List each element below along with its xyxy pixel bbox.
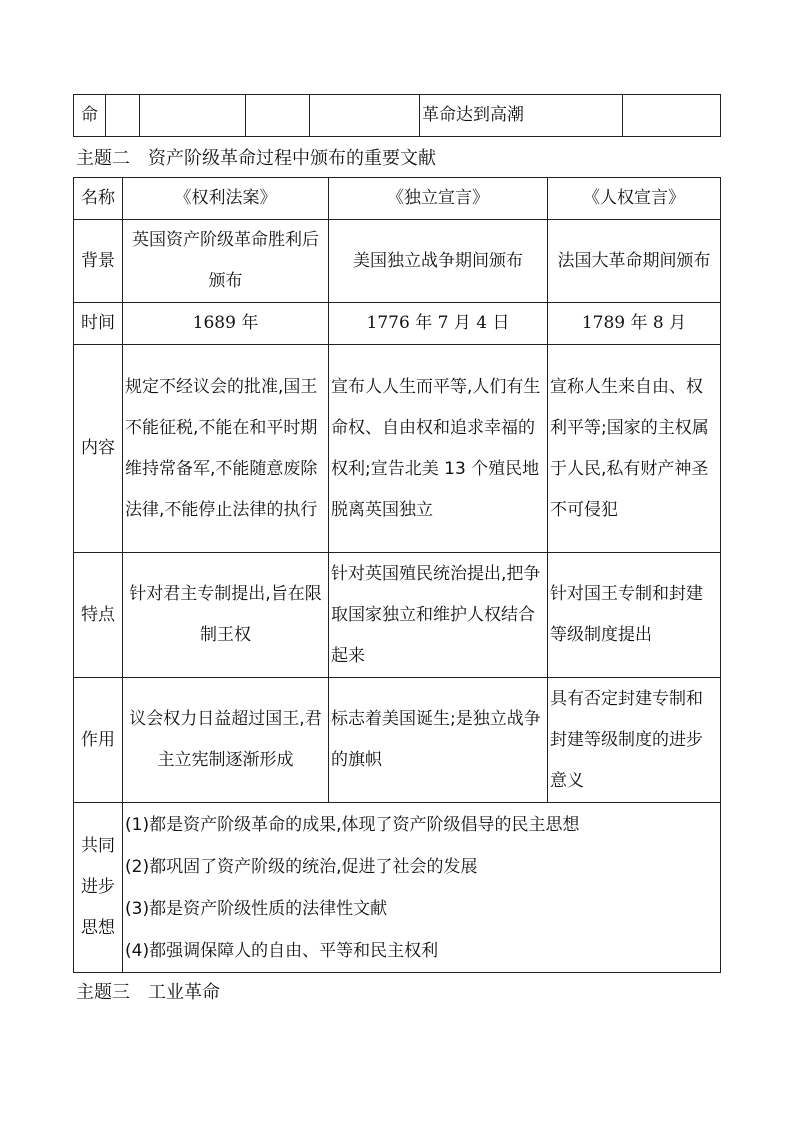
table-cell (106, 95, 140, 137)
table-cell: 具有否定封建专制和封建等级制度的进步意义 (548, 678, 721, 803)
section-heading: 主题三 工业革命 (76, 982, 220, 1003)
table-row (74, 303, 721, 345)
row-label: 时间 (74, 303, 123, 345)
list-item: (4)都强调保障人的自由、平等和民主权利 (125, 941, 439, 961)
table-row (74, 95, 721, 137)
table-cell (246, 95, 310, 137)
row-label: 作用 (74, 678, 123, 803)
common-ideas-row (74, 803, 721, 973)
header-cell: 《人权宣言》 (548, 178, 721, 220)
table-cell: 1776 年 7 月 4 日 (329, 303, 548, 345)
previous-table-fragment (73, 94, 721, 137)
table-cell: 针对君主专制提出,旨在限制王权 (123, 553, 329, 678)
table-row (74, 678, 721, 803)
documents-table (73, 177, 721, 973)
table-cell: 法国大革命期间颁布 (548, 220, 721, 303)
header-cell: 《权利法案》 (123, 178, 329, 220)
table-cell: 命 (74, 95, 106, 137)
table-cell: 议会权力日益超过国王,君主立宪制逐渐形成 (123, 678, 329, 803)
table-cell: 宣称人生来自由、权利平等;国家的主权属于人民,私有财产神圣不可侵犯 (548, 345, 721, 553)
table-cell: 宣布人人生而平等,人们有生命权、自由权和追求幸福的权利;宣告北美 13 个殖民地脱离英国独立 (329, 345, 548, 553)
row-label: 背景 (74, 220, 123, 303)
list-item: (3)都是资产阶级性质的法律性文献 (125, 899, 388, 919)
table-cell: 标志着美国诞生;是独立战争的旗帜 (329, 678, 548, 803)
row-label: 共同进步思想 (74, 803, 123, 973)
common-ideas-cell (123, 803, 721, 973)
table-cell (140, 95, 246, 137)
table-cell: 针对国王专制和封建等级制度提出 (548, 553, 721, 678)
table-row (74, 345, 721, 553)
list-item: (2)都巩固了资产阶级的统治,促进了社会的发展 (125, 857, 478, 877)
header-cell: 《独立宣言》 (329, 178, 548, 220)
section-heading: 主题二 资产阶级革命过程中颁布的重要文献 (76, 148, 436, 169)
table-row (74, 553, 721, 678)
table-cell: 美国独立战争期间颁布 (329, 220, 548, 303)
table-cell: 革命达到高潮 (420, 95, 623, 137)
table-cell (310, 95, 420, 137)
table-cell: 针对英国殖民统治提出,把争取国家独立和维护人权结合起来 (329, 553, 548, 678)
list-item: (1)都是资产阶级革命的成果,体现了资产阶级倡导的民主思想 (125, 815, 580, 835)
table-cell: 规定不经议会的批准,国王不能征税,不能在和平时期维持常备军,不能随意废除法律,不能停止法律的执行 (123, 345, 329, 553)
row-label: 特点 (74, 553, 123, 678)
table-cell: 1789 年 8 月 (548, 303, 721, 345)
table-row (74, 220, 721, 303)
header-cell: 名称 (74, 178, 123, 220)
row-label: 内容 (74, 345, 123, 553)
table-cell (623, 95, 721, 137)
table-cell: 英国资产阶级革命胜利后颁布 (123, 220, 329, 303)
table-header-row (74, 178, 721, 220)
table-cell: 1689 年 (123, 303, 329, 345)
